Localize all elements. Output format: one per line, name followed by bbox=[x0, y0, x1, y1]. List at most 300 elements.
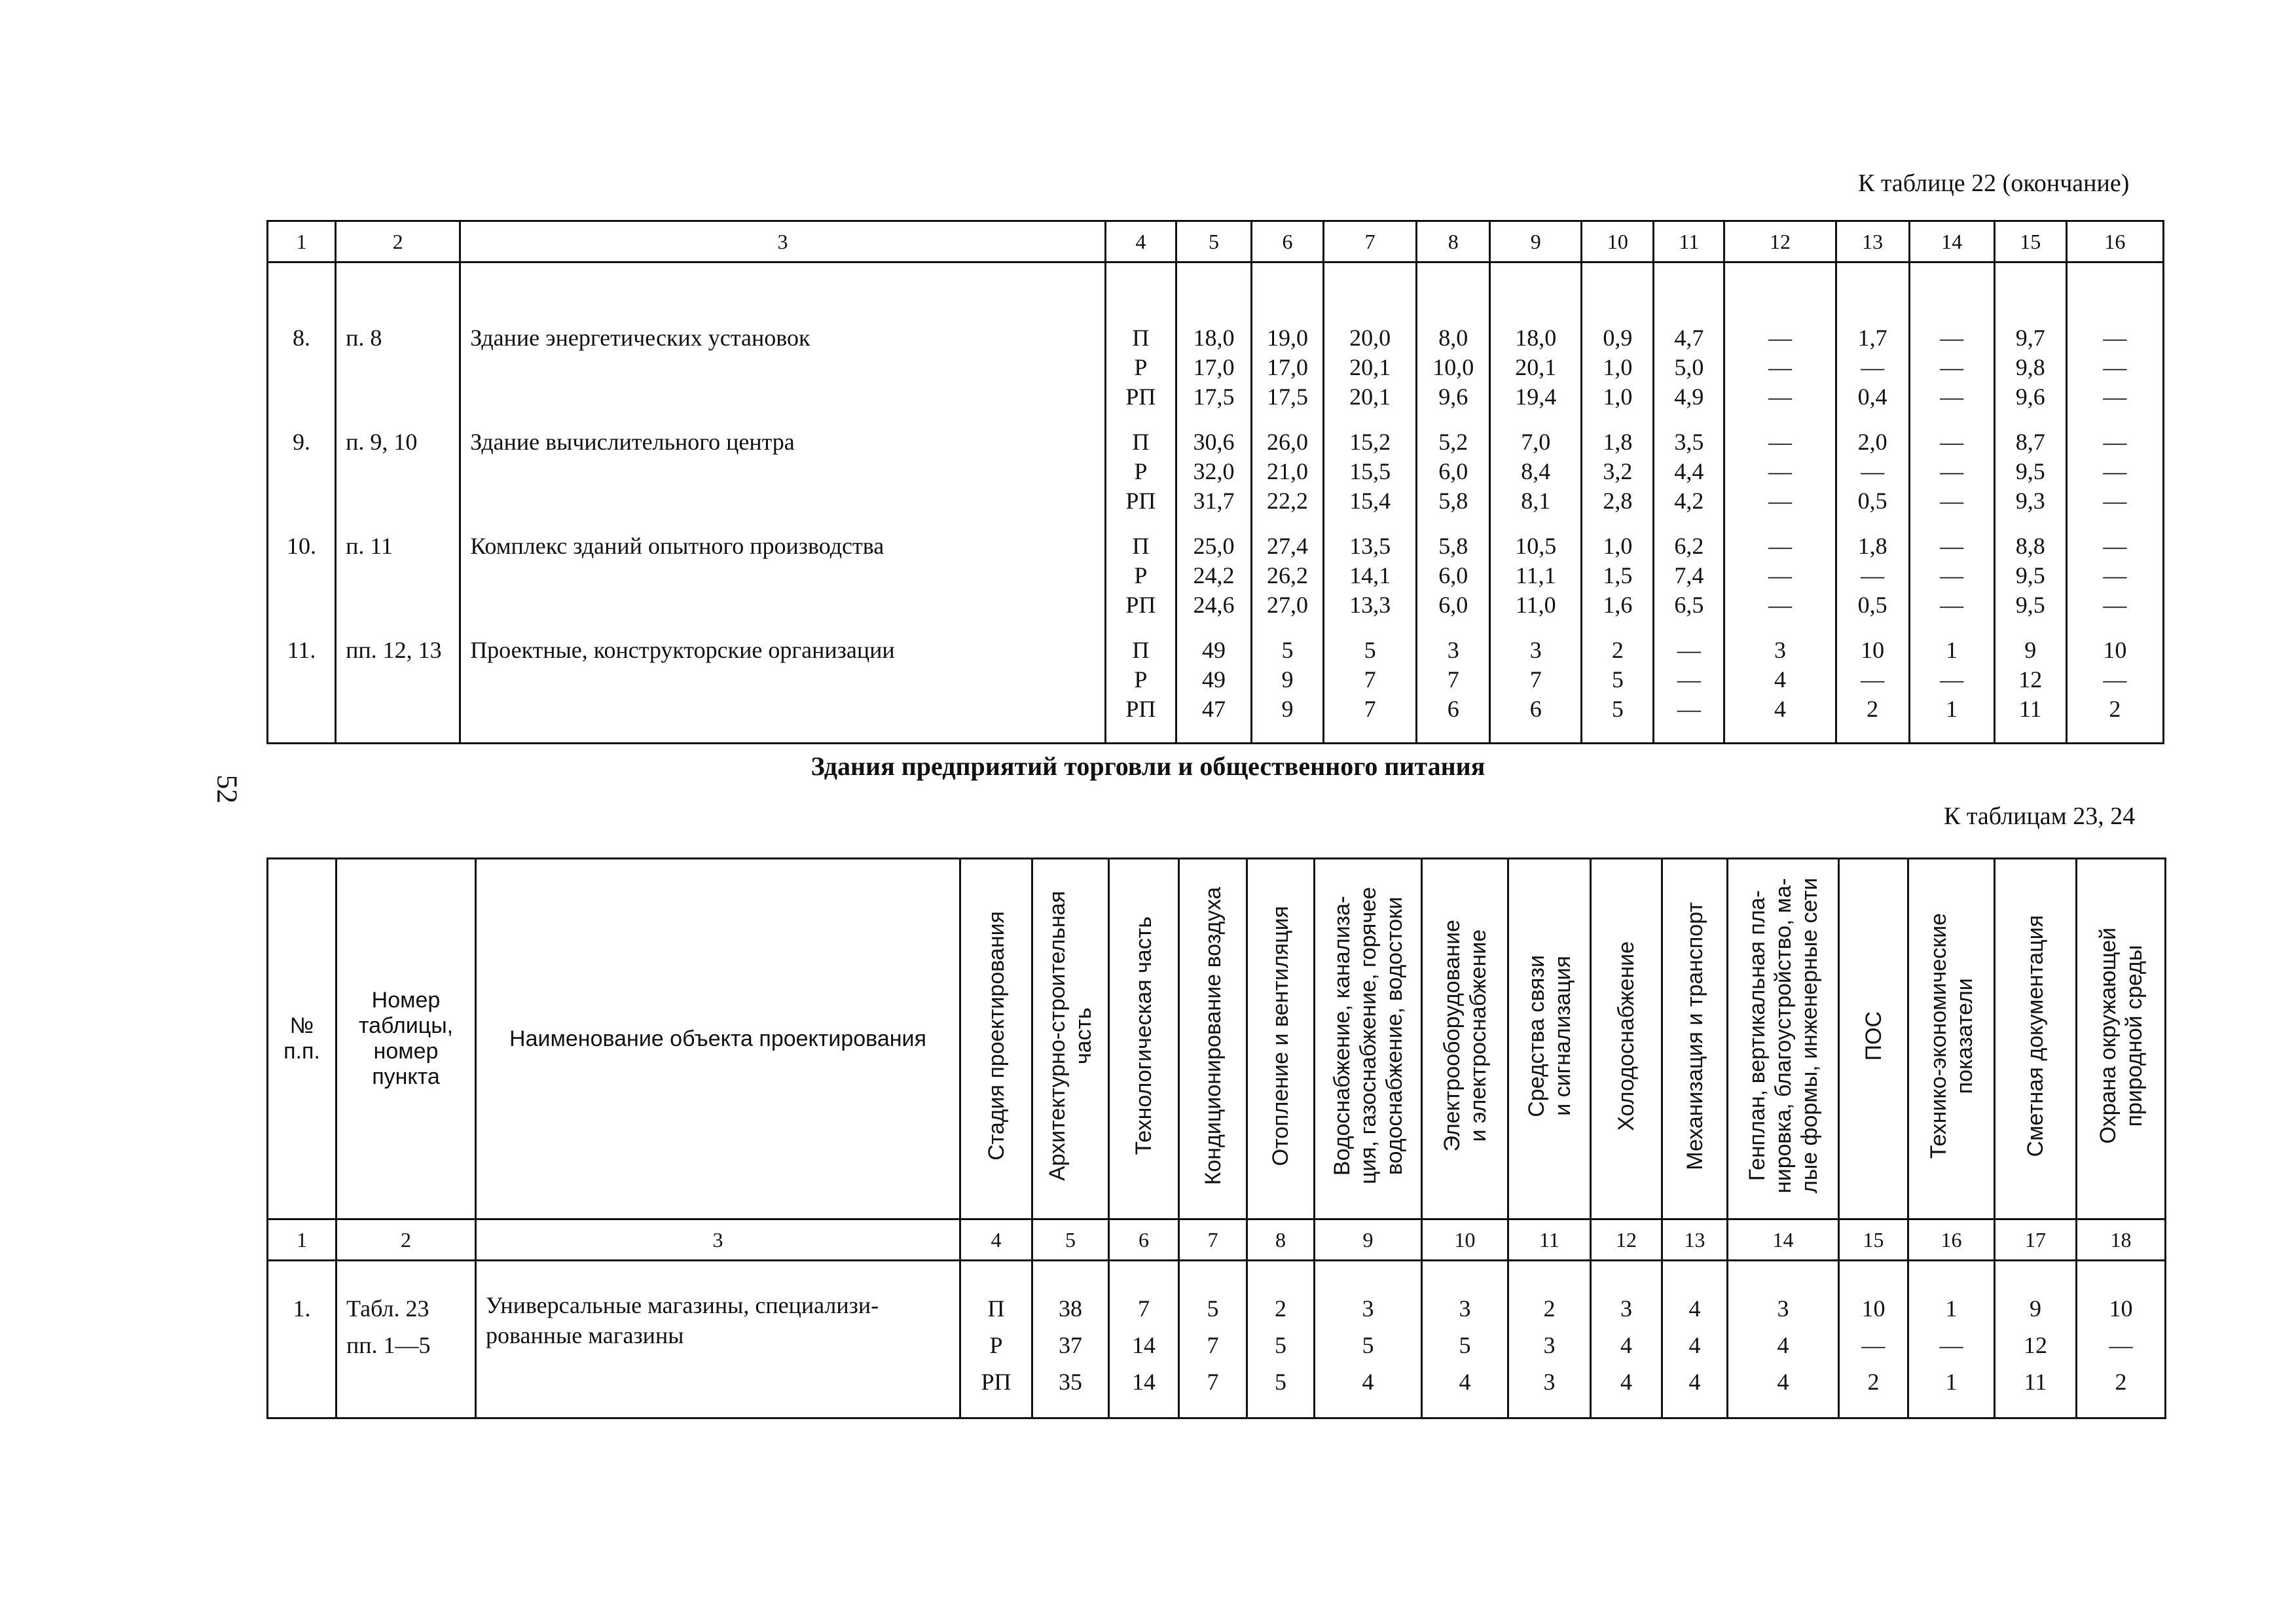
value-cell bbox=[1582, 532, 1654, 636]
value-cell bbox=[1909, 427, 1994, 532]
table-row bbox=[268, 636, 2164, 744]
cell-line: 1,0 bbox=[1603, 354, 1633, 380]
cell-line: 15,2 bbox=[1349, 429, 1391, 455]
value-cell bbox=[1908, 1261, 1995, 1418]
cell-line: — bbox=[2103, 354, 2127, 380]
cell-line: 4 bbox=[1777, 1332, 1789, 1358]
cell-line: 25,0 bbox=[1193, 533, 1235, 559]
column-header bbox=[2077, 859, 2166, 1219]
cell-line: 11 bbox=[2018, 696, 2042, 722]
value-cell bbox=[1724, 532, 1836, 636]
cell-line: 4 bbox=[1688, 1369, 1701, 1395]
cell-line: — bbox=[1677, 666, 1701, 693]
table-22 bbox=[266, 220, 2164, 744]
cell-line: 6,0 bbox=[1438, 592, 1468, 618]
cell-line: 6 bbox=[1529, 696, 1542, 722]
cell-line: 35 bbox=[1059, 1369, 1082, 1395]
object-name: Проектные, конструкторские организации bbox=[460, 636, 1106, 744]
cell-line: 4 bbox=[1362, 1369, 1374, 1395]
value-cell bbox=[1994, 636, 2066, 744]
value-cell bbox=[1176, 532, 1251, 636]
column-number-cell: 1 bbox=[268, 1219, 337, 1261]
vertical-header-text: Технологическая часть bbox=[1131, 916, 1156, 1155]
cell-line: 4 bbox=[1688, 1295, 1701, 1322]
cell-line: П bbox=[1132, 533, 1150, 559]
cell-line: 0,9 bbox=[1603, 325, 1633, 351]
column-number-cell: 4 bbox=[1105, 221, 1176, 262]
cell-line: 49 bbox=[1201, 637, 1226, 663]
cell-line: 5 bbox=[1362, 1332, 1374, 1358]
value-cell bbox=[1662, 1261, 1728, 1418]
cell-line: Р bbox=[1134, 666, 1148, 693]
column-number-cell: 17 bbox=[1995, 1219, 2077, 1261]
value-cell bbox=[1324, 262, 1417, 428]
cell-line: 10,5 bbox=[1515, 533, 1557, 559]
object-name: Здание энергетических установок bbox=[460, 262, 1106, 428]
cell-line: — bbox=[1940, 592, 1964, 618]
cell-line: 1,8 bbox=[1603, 429, 1633, 455]
cell-line: 10 bbox=[2103, 637, 2127, 663]
column-number-cell: 1 bbox=[268, 221, 336, 262]
cell-line: 8,4 bbox=[1521, 458, 1551, 484]
column-header: Номер таблицы, номер пункта bbox=[337, 859, 476, 1219]
vertical-header-text: Генплан, вертикальная пла- нировка, благоустройство, ма- лые формы, инженерные сети bbox=[1744, 878, 1822, 1194]
value-cell bbox=[1032, 1261, 1109, 1418]
cell-line: 4,9 bbox=[1674, 384, 1704, 410]
cell-line: 2 bbox=[2109, 696, 2121, 722]
cell-line: 9 bbox=[1281, 696, 1294, 722]
column-number-cell: 7 bbox=[1324, 221, 1417, 262]
cell-line: 32,0 bbox=[1193, 458, 1235, 484]
cell-line: 7 bbox=[1207, 1332, 1219, 1358]
cell-line: 5,8 bbox=[1438, 488, 1468, 514]
stage-cell bbox=[960, 1261, 1032, 1418]
cell-line: 2,8 bbox=[1603, 488, 1633, 514]
cell-line: — bbox=[1939, 1332, 1963, 1358]
vertical-header-text: Отопление и вентиляция bbox=[1268, 905, 1293, 1166]
column-header bbox=[1422, 859, 1508, 1219]
cell-line: 11 bbox=[2024, 1369, 2047, 1395]
cell-line: — bbox=[2103, 325, 2127, 351]
column-number-cell: 14 bbox=[1909, 221, 1994, 262]
cell-line: — bbox=[1861, 458, 1885, 484]
column-number-cell: 9 bbox=[1315, 1219, 1422, 1261]
cell-line: — bbox=[1940, 354, 1964, 380]
row-number: 1. bbox=[268, 1261, 337, 1418]
cell-line: 5,8 bbox=[1438, 533, 1468, 559]
value-cell bbox=[1654, 532, 1724, 636]
value-cell bbox=[2066, 262, 2163, 428]
cell-line: 9 bbox=[1281, 666, 1294, 693]
value-cell bbox=[2066, 427, 2163, 532]
value-cell bbox=[1836, 262, 1909, 428]
cell-line: 4 bbox=[1777, 1369, 1789, 1395]
cell-line: 8,7 bbox=[2015, 429, 2045, 455]
value-cell bbox=[1422, 1261, 1508, 1418]
cell-line: — bbox=[2103, 592, 2127, 618]
value-cell bbox=[1654, 427, 1724, 532]
cell-line: — bbox=[1768, 562, 1792, 588]
cell-line: 5 bbox=[1275, 1369, 1286, 1395]
cell-line: 21,0 bbox=[1267, 458, 1309, 484]
cell-line: — bbox=[2103, 533, 2127, 559]
cell-line: — bbox=[2103, 458, 2127, 484]
column-number-cell: 10 bbox=[1582, 221, 1654, 262]
value-cell bbox=[1417, 636, 1490, 744]
cell-line: Р bbox=[989, 1332, 1003, 1358]
value-cell bbox=[1490, 262, 1582, 428]
column-header bbox=[1247, 859, 1315, 1219]
cell-line: 4 bbox=[1620, 1332, 1632, 1358]
column-header bbox=[1315, 859, 1422, 1219]
column-number-cell: 11 bbox=[1654, 221, 1724, 262]
cell-line: 7 bbox=[1529, 666, 1542, 693]
cell-line: 6,5 bbox=[1674, 592, 1704, 618]
cell-line: 15,5 bbox=[1349, 458, 1391, 484]
cell-line: Р bbox=[1134, 458, 1148, 484]
cell-line: П bbox=[1132, 637, 1150, 663]
value-cell bbox=[1490, 636, 1582, 744]
section-title: Здания предприятий торговли и общественного питания bbox=[811, 751, 1485, 781]
cell-line: 3,2 bbox=[1603, 458, 1633, 484]
cell-line: 1 bbox=[1946, 696, 1958, 722]
value-cell bbox=[1654, 262, 1724, 428]
cell-line: 3 bbox=[1620, 1295, 1632, 1322]
value-cell bbox=[1839, 1261, 1908, 1418]
cell-line: — bbox=[1768, 384, 1792, 410]
cell-line: 2 bbox=[1611, 637, 1624, 663]
cell-line: 5,0 bbox=[1674, 354, 1704, 380]
value-cell bbox=[1247, 1261, 1315, 1418]
cell-line: 30,6 bbox=[1193, 429, 1235, 455]
column-header: № п.п. bbox=[268, 859, 337, 1219]
cell-line: РП bbox=[1125, 384, 1156, 410]
cell-line: 5 bbox=[1207, 1295, 1219, 1322]
value-cell bbox=[1909, 262, 1994, 428]
cell-line: — bbox=[1768, 429, 1792, 455]
cell-line: Р bbox=[1134, 562, 1148, 588]
cell-line: 1,0 bbox=[1603, 384, 1633, 410]
cell-line: 10,0 bbox=[1432, 354, 1474, 380]
cell-line: 5 bbox=[1364, 637, 1376, 663]
cell-line: — bbox=[2103, 488, 2127, 514]
row-number: 9. bbox=[268, 427, 336, 532]
cell-line: 0,5 bbox=[1857, 592, 1887, 618]
column-number-cell: 16 bbox=[2066, 221, 2163, 262]
vertical-header-text: Электрооборудование и электроснабжение bbox=[1439, 920, 1491, 1152]
column-header bbox=[1179, 859, 1247, 1219]
column-header bbox=[960, 859, 1032, 1219]
value-cell bbox=[1417, 532, 1490, 636]
value-cell bbox=[1252, 636, 1324, 744]
cell-line: 12 bbox=[2018, 666, 2043, 693]
column-number-cell: 13 bbox=[1836, 221, 1909, 262]
header-row bbox=[268, 859, 2166, 1219]
row-number: 10. bbox=[268, 532, 336, 636]
column-header bbox=[1662, 859, 1728, 1219]
cell-line: — bbox=[1768, 458, 1792, 484]
object-name: Здание вычислительного центра bbox=[460, 427, 1106, 532]
cell-line: 9 bbox=[2024, 637, 2037, 663]
cell-line: 3 bbox=[1777, 1295, 1789, 1322]
cell-line: 8,1 bbox=[1521, 488, 1551, 514]
cell-line: 47 bbox=[1201, 696, 1226, 722]
value-cell bbox=[1324, 636, 1417, 744]
value-cell bbox=[1324, 427, 1417, 532]
column-number-row bbox=[268, 221, 2164, 262]
value-cell bbox=[2066, 636, 2163, 744]
cell-line: — bbox=[1861, 1332, 1886, 1358]
cell-line: 18,0 bbox=[1515, 325, 1557, 351]
column-header bbox=[1032, 859, 1109, 1219]
cell-line: Р bbox=[1134, 354, 1148, 380]
table-row bbox=[268, 262, 2164, 428]
column-number-cell: 15 bbox=[1839, 1219, 1908, 1261]
value-cell bbox=[1252, 427, 1324, 532]
vertical-header-text: ПОС bbox=[1861, 1011, 1886, 1061]
stage-cell bbox=[1105, 636, 1176, 744]
column-number-cell: 8 bbox=[1247, 1219, 1315, 1261]
cell-line: 3 bbox=[1543, 1332, 1556, 1358]
cell-line: — bbox=[2103, 562, 2127, 588]
cell-line: 11,0 bbox=[1515, 592, 1556, 618]
cell-line: 4 bbox=[1774, 696, 1786, 722]
cell-line: 6,2 bbox=[1674, 533, 1704, 559]
cell-line: — bbox=[1861, 354, 1885, 380]
column-number-cell: 5 bbox=[1176, 221, 1251, 262]
cell-line: — bbox=[1940, 562, 1964, 588]
column-number-row bbox=[268, 1219, 2166, 1261]
cell-line: — bbox=[1940, 384, 1964, 410]
cell-line: 5 bbox=[1611, 666, 1624, 693]
vertical-header-text: Механизация и транспорт bbox=[1682, 901, 1707, 1170]
cell-line: РП bbox=[1125, 488, 1156, 514]
cell-line: 3 bbox=[1529, 637, 1542, 663]
column-number-cell: 6 bbox=[1252, 221, 1324, 262]
cell-line: 18,0 bbox=[1193, 325, 1235, 351]
row-reference: п. 9, 10 bbox=[336, 427, 460, 532]
column-number-cell: 15 bbox=[1994, 221, 2066, 262]
value-cell bbox=[1724, 427, 1836, 532]
cell-line: 15,4 bbox=[1349, 488, 1391, 514]
column-number-cell: 12 bbox=[1591, 1219, 1662, 1261]
cell-line: 7 bbox=[1364, 696, 1376, 722]
cell-line: 3 bbox=[1543, 1369, 1556, 1395]
cell-line: П bbox=[987, 1295, 1005, 1322]
vertical-header-text: Охрана окружающей природной среды bbox=[2095, 928, 2147, 1144]
cell-line: 20,1 bbox=[1349, 384, 1391, 410]
value-cell bbox=[1654, 636, 1724, 744]
cell-line: 8,8 bbox=[2015, 533, 2045, 559]
cell-line: — bbox=[1768, 592, 1792, 618]
cell-line: 31,7 bbox=[1193, 488, 1235, 514]
cell-line: 4,2 bbox=[1674, 488, 1704, 514]
value-cell bbox=[1836, 636, 1909, 744]
cell-line: — bbox=[1940, 325, 1964, 351]
row-reference: п. 8 bbox=[336, 262, 460, 428]
cell-line: 3 bbox=[1459, 1295, 1471, 1322]
table-row bbox=[268, 427, 2164, 532]
cell-line: — bbox=[2103, 429, 2127, 455]
cell-line: 9,3 bbox=[2015, 488, 2045, 514]
table-23 bbox=[266, 857, 2166, 1419]
cell-line: 1,0 bbox=[1603, 533, 1633, 559]
table-row bbox=[268, 532, 2164, 636]
vertical-header-text: Водоснабжение, канализа- ция, газоснабжение, горячее водоснабжение, водостоки bbox=[1329, 887, 1407, 1185]
stage-cell bbox=[1105, 532, 1176, 636]
cell-line: — bbox=[1768, 325, 1792, 351]
cell-line: 27,4 bbox=[1267, 533, 1309, 559]
cell-line: 7 bbox=[1447, 666, 1459, 693]
column-header: Наименование объекта проектирования bbox=[476, 859, 960, 1219]
column-number-cell: 4 bbox=[960, 1219, 1032, 1261]
cell-line: — bbox=[1861, 666, 1885, 693]
cell-line: 19,0 bbox=[1267, 325, 1309, 351]
column-number-cell: 10 bbox=[1422, 1219, 1508, 1261]
cell-line: 1,8 bbox=[1857, 533, 1887, 559]
cell-line: 14 bbox=[1132, 1369, 1156, 1395]
cell-line: 14,1 bbox=[1349, 562, 1391, 588]
cell-line: 9,8 bbox=[2015, 354, 2045, 380]
cell-line: 17,5 bbox=[1267, 384, 1309, 410]
cell-line: РП bbox=[1125, 592, 1156, 618]
cell-line: 3 bbox=[1774, 637, 1786, 663]
cell-line: 17,0 bbox=[1267, 354, 1309, 380]
cell-line: 3 bbox=[1362, 1295, 1374, 1322]
cell-line: 0,4 bbox=[1857, 384, 1887, 410]
value-cell bbox=[2066, 532, 2163, 636]
value-cell bbox=[1176, 262, 1251, 428]
page-number: 52 bbox=[211, 774, 244, 804]
cell-line: — bbox=[2103, 666, 2127, 693]
cell-line: 7,4 bbox=[1674, 562, 1704, 588]
cell-line: 24,2 bbox=[1193, 562, 1235, 588]
cell-line: 26,2 bbox=[1267, 562, 1309, 588]
value-cell bbox=[1909, 532, 1994, 636]
column-number-cell: 3 bbox=[460, 221, 1106, 262]
value-cell bbox=[1109, 1261, 1179, 1418]
column-number-cell: 3 bbox=[476, 1219, 960, 1261]
cell-line: 3,5 bbox=[1674, 429, 1704, 455]
column-header bbox=[1728, 859, 1839, 1219]
cell-line: 1,6 bbox=[1603, 592, 1633, 618]
cell-line: — bbox=[2103, 384, 2127, 410]
cell-line: 1 bbox=[1945, 1295, 1958, 1322]
cell-line: 9,6 bbox=[2015, 384, 2045, 410]
cell-line: — bbox=[1768, 354, 1792, 380]
column-header bbox=[1995, 859, 2077, 1219]
column-number-cell: 7 bbox=[1179, 1219, 1247, 1261]
cell-line: 20,0 bbox=[1349, 325, 1391, 351]
cell-line: 7 bbox=[1138, 1295, 1150, 1322]
cell-line: 2 bbox=[1543, 1295, 1556, 1322]
vertical-header-text: Средства связи и сигнализация bbox=[1523, 954, 1575, 1117]
value-cell bbox=[1724, 262, 1836, 428]
cell-line: 6,0 bbox=[1438, 458, 1468, 484]
cell-line: 7 bbox=[1207, 1369, 1219, 1395]
stage-cell bbox=[1105, 427, 1176, 532]
cell-line: 10 bbox=[1861, 1295, 1886, 1322]
cell-line: 37 bbox=[1059, 1332, 1082, 1358]
cell-line: 5 bbox=[1281, 637, 1294, 663]
cell-line: 13,5 bbox=[1349, 533, 1391, 559]
cell-line: 27,0 bbox=[1267, 592, 1309, 618]
cell-line: 4 bbox=[1459, 1369, 1471, 1395]
cell-line: 2,0 bbox=[1857, 429, 1887, 455]
value-cell bbox=[1994, 427, 2066, 532]
cell-line: РП bbox=[981, 1369, 1011, 1395]
cell-line: — bbox=[1861, 562, 1885, 588]
table-row bbox=[268, 1261, 2166, 1418]
cell-line: 1,5 bbox=[1603, 562, 1633, 588]
column-number-cell: 11 bbox=[1508, 1219, 1591, 1261]
cell-line: 4,7 bbox=[1674, 325, 1704, 351]
column-number-cell: 13 bbox=[1662, 1219, 1728, 1261]
column-header bbox=[1591, 859, 1662, 1219]
cell-line: 24,6 bbox=[1193, 592, 1235, 618]
column-number-cell: 18 bbox=[2077, 1219, 2166, 1261]
cell-line: 4 bbox=[1620, 1369, 1632, 1395]
cell-line: 14 bbox=[1132, 1332, 1156, 1358]
column-number-cell: 8 bbox=[1417, 221, 1490, 262]
cell-line: — bbox=[1940, 666, 1964, 693]
cell-line: 7 bbox=[1364, 666, 1376, 693]
column-number-cell: 5 bbox=[1032, 1219, 1109, 1261]
row-reference: Табл. 23 пп. 1—5 bbox=[337, 1261, 476, 1418]
value-cell bbox=[1417, 262, 1490, 428]
cell-line: — bbox=[1677, 696, 1701, 722]
column-number-cell: 2 bbox=[336, 221, 460, 262]
cell-line: 4 bbox=[1688, 1332, 1701, 1358]
value-cell bbox=[1582, 262, 1654, 428]
value-cell bbox=[1582, 427, 1654, 532]
vertical-header-text: Архитектурно-строительная часть bbox=[1045, 890, 1096, 1182]
cell-line: 3 bbox=[1447, 637, 1459, 663]
cell-line: 6,0 bbox=[1438, 562, 1468, 588]
vertical-header-text: Стадия проектирования bbox=[983, 911, 1009, 1161]
cell-line: — bbox=[1768, 488, 1792, 514]
value-cell bbox=[1994, 262, 2066, 428]
cell-line: 12 bbox=[2024, 1332, 2047, 1358]
column-number-cell: 2 bbox=[337, 1219, 476, 1261]
column-number-cell: 12 bbox=[1724, 221, 1836, 262]
value-cell bbox=[1252, 262, 1324, 428]
cell-line: 0,5 bbox=[1857, 488, 1887, 514]
cell-line: 9 bbox=[2030, 1295, 2041, 1322]
cell-line: — bbox=[1940, 429, 1964, 455]
cell-line: РП bbox=[1125, 696, 1156, 722]
cell-line: 5 bbox=[1459, 1332, 1471, 1358]
value-cell bbox=[1591, 1261, 1662, 1418]
cell-line: 20,1 bbox=[1349, 354, 1391, 380]
value-cell bbox=[1176, 636, 1251, 744]
cell-line: 10 bbox=[2109, 1295, 2133, 1322]
cell-line: 1,7 bbox=[1857, 325, 1887, 351]
value-cell bbox=[1252, 532, 1324, 636]
cell-line: 2 bbox=[1275, 1295, 1286, 1322]
column-number-cell: 16 bbox=[1908, 1219, 1995, 1261]
cell-line: 2 bbox=[2115, 1369, 2127, 1395]
cell-line: 9,5 bbox=[2015, 592, 2045, 618]
value-cell bbox=[1724, 636, 1836, 744]
cell-line: 9,7 bbox=[2015, 325, 2045, 351]
cell-line: 1 bbox=[1945, 1369, 1958, 1395]
cell-line: 17,5 bbox=[1193, 384, 1235, 410]
value-cell bbox=[1324, 532, 1417, 636]
vertical-header-text: Технико-экономические показатели bbox=[1925, 912, 1977, 1159]
row-number: 8. bbox=[268, 262, 336, 428]
cell-line: 26,0 bbox=[1267, 429, 1309, 455]
